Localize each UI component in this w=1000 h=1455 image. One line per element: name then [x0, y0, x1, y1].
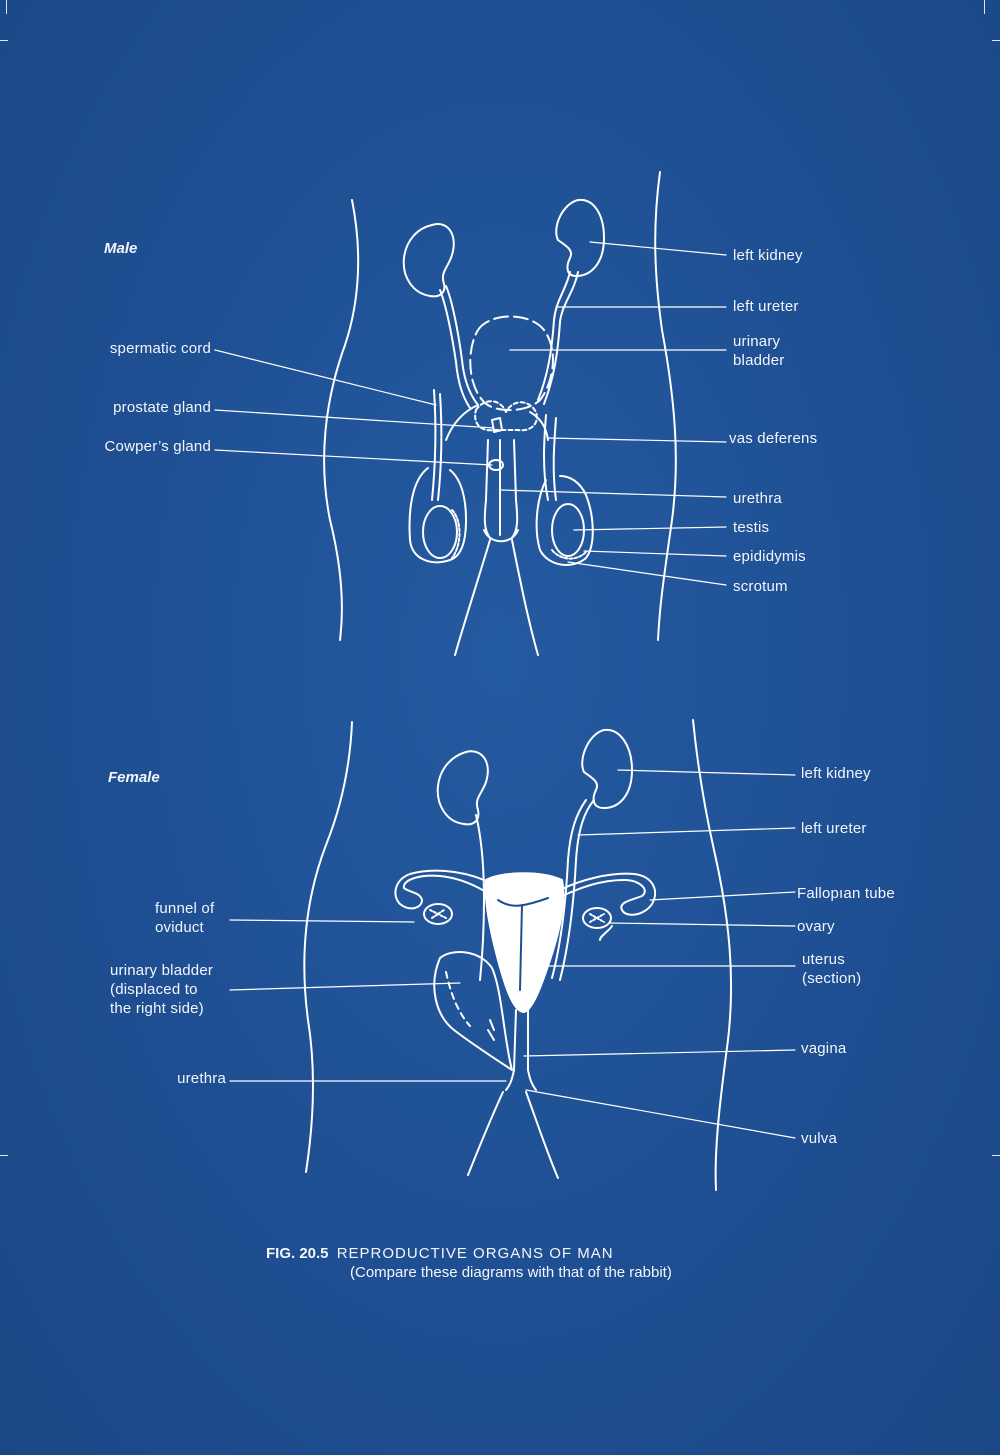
label-male-scrotum: scrotum: [733, 578, 788, 595]
leader-male-testis: [574, 527, 726, 530]
male-prostate-gland: [475, 401, 537, 430]
label-male-urinary-bladder: urinary bladder: [733, 333, 785, 369]
male-body-outline-left: [324, 200, 358, 640]
female-leg-left: [468, 1092, 503, 1175]
caption-fig-number: FIG. 20.5: [266, 1245, 329, 1262]
label-female-uterus: uterus (section): [802, 951, 862, 987]
male-urethra-right: [512, 440, 517, 538]
female-right-kidney: [438, 751, 488, 824]
label-male-epididymis: epididymis: [733, 548, 806, 565]
leader-male-urethra: [500, 490, 726, 497]
leader-male-left-kidney: [590, 242, 726, 255]
label-female-left-ureter: left ureter: [801, 820, 867, 837]
male-diagram: [215, 172, 726, 655]
male-left-kidney: [556, 200, 604, 276]
male-vas-deferens-right: [432, 390, 435, 500]
male-right-ureter: [446, 286, 478, 405]
female-uterus: [486, 873, 564, 1012]
crop-mark-left-top: [0, 40, 8, 41]
crop-mark-top-right: [984, 0, 985, 14]
female-urethra: [488, 1020, 494, 1040]
label-female-ovary: ovary: [797, 918, 835, 935]
label-male-urethra: urethra: [733, 490, 782, 507]
leader-male-vas-deferens: [548, 438, 726, 442]
leader-female-bladder: [230, 983, 460, 990]
leader-male-cowpers: [215, 450, 492, 465]
leader-female-ovary: [610, 923, 795, 926]
crop-mark-top-left: [6, 0, 7, 14]
label-male-prostate-gland: prostate gland: [113, 399, 211, 416]
label-female-funnel-of-oviduct: funnel of oviduct: [155, 900, 215, 936]
male-epididymis-left: [552, 550, 586, 559]
male-heading: Male: [104, 240, 138, 257]
male-right-ureter-inner: [440, 290, 470, 408]
leader-female-vagina: [524, 1050, 795, 1056]
crop-mark-right-top: [992, 40, 1000, 41]
male-leg-right: [512, 540, 538, 655]
leader-female-funnel: [230, 920, 414, 922]
male-vas-loop-right: [446, 405, 478, 440]
label-female-vagina: vagina: [801, 1040, 847, 1057]
female-bladder-inner: [446, 972, 470, 1026]
caption-subtitle: (Compare these diagrams with that of the rabbit): [350, 1264, 672, 1281]
label-male-spermatic-cord: spermatic cord: [109, 340, 211, 357]
female-body-outline-left: [304, 722, 352, 1172]
female-body-outline-right: [693, 720, 731, 1190]
label-female-urethra: urethra: [177, 1070, 226, 1087]
male-scrotum-left: [537, 476, 593, 565]
male-testis-right: [423, 506, 457, 558]
female-diagram: [230, 720, 795, 1190]
leader-female-left-ureter: [578, 828, 795, 835]
female-left-kidney: [582, 730, 632, 808]
label-female-fallopian-tube: Fallopıan tube: [797, 885, 895, 902]
figure-caption: [266, 1244, 672, 1282]
label-male-left-ureter: left ureter: [733, 298, 799, 315]
male-body-outline-right: [655, 172, 676, 640]
caption-title: REPRODUCTIVE ORGANS OF MAN: [336, 1245, 614, 1262]
crop-mark-right-bottom: [992, 1155, 1000, 1156]
male-left-ureter: [538, 272, 570, 400]
label-female-left-kidney: left kidney: [801, 765, 871, 782]
female-ovary-left-inner: [590, 914, 604, 922]
male-vas-deferens-left-2: [554, 418, 556, 500]
male-urethra-left: [485, 440, 490, 538]
label-male-vas-deferens: vas deferens: [729, 430, 818, 447]
crop-mark-left-bottom: [0, 1155, 8, 1156]
leader-male-prostate: [215, 410, 494, 428]
female-ovary-right-inner: [430, 910, 446, 918]
leader-female-vulva: [526, 1090, 795, 1138]
female-leg-right: [526, 1092, 558, 1178]
leader-male-spermatic-cord: [215, 350, 436, 405]
male-leg-left: [455, 540, 490, 655]
label-male-left-kidney: left kidney: [733, 247, 803, 264]
female-vagina-right: [528, 1010, 536, 1090]
label-female-vulva: vulva: [801, 1130, 838, 1147]
label-female-urinary-bladder: urinary bladder (displaced to the right side): [110, 962, 214, 1017]
leader-male-epididymis: [584, 551, 726, 556]
leader-male-scrotum: [568, 562, 726, 585]
label-male-testis: testis: [733, 519, 770, 536]
female-fallopian-tube-right: [395, 871, 486, 909]
female-heading: Female: [108, 769, 160, 786]
label-male-cowpers-gland: Cowper’s gland: [104, 438, 211, 455]
male-vas-deferens-right-2: [438, 394, 441, 500]
leader-female-left-kidney: [618, 770, 795, 775]
male-leader-lines: [215, 242, 726, 585]
